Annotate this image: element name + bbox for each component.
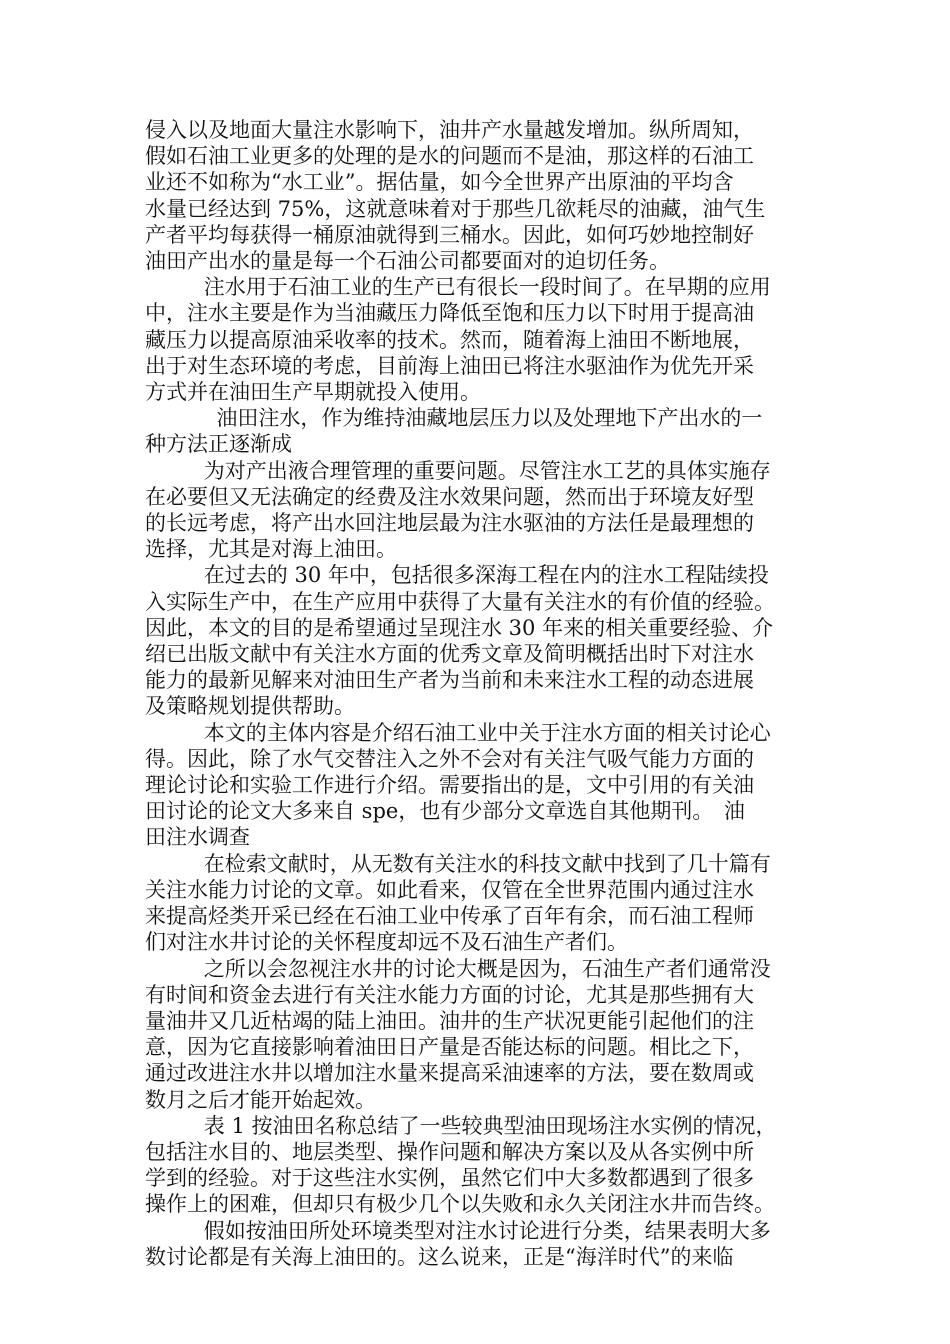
text-line: 注水用于石油工业的生产已有很长一段时间了。在早期的应用	[203, 275, 771, 300]
text-line: 有时间和资金去进行有关注水能力方面的讨论，尤其是那些拥有大	[145, 982, 754, 1007]
text-line: 通过改进注水井以增加注水量来提高采油速率的方法，要在数周或	[145, 1061, 754, 1086]
text-line: 表 1 按油田名称总结了一些较典型油田现场注水实例的情况，	[203, 1113, 777, 1138]
paragraph-6	[145, 720, 815, 851]
text-line: 种方法正逐渐成	[145, 432, 292, 457]
text-line: 在过去的 30 年中，包括很多深海工程在内的注水工程陆续投	[203, 563, 769, 588]
text-line: 为对产出液合理管理的重要问题。尽管注水工艺的具体实施存	[203, 458, 771, 483]
text-line: 意，因为它直接影响着油田日产量是否能达标的问题。相比之下，	[145, 1035, 754, 1060]
text-line: 绍已出版文献中有关注水方面的优秀文章及简明概括出时下对注水	[145, 642, 754, 667]
text-line: 方式并在油田生产早期就投入使用。	[145, 380, 481, 405]
text-line: 本文的主体内容是介绍石油工业中关于注水方面的相关讨论心	[203, 720, 771, 745]
text-line: 包括注水目的、地层类型、操作问题和解决方案以及从各实例中所	[145, 1139, 754, 1164]
document-body	[145, 117, 815, 1270]
text-line: 操作上的困难，但却只有极少几个以失败和永久关闭注水井而告终。	[145, 1192, 775, 1217]
text-line: 及策略规划提供帮助。	[145, 694, 355, 719]
text-line: 因此，本文的目的是希望通过呈现注水 30 年来的相关重要经验、介	[145, 615, 774, 640]
text-line: 理论讨论和实验工作进行介绍。需要指出的是，文中引用的有关油	[145, 773, 754, 798]
paragraph-4	[145, 458, 815, 563]
text-line: 在检索文献时，从无数有关注水的科技文献中找到了几十篇有	[203, 851, 771, 876]
text-line: 油田产出水的量是每一个石油公司都要面对的迫切任务。	[145, 249, 670, 274]
paragraph-3	[145, 405, 815, 457]
text-line: 的长远考虑，将产出水回注地层最为注水驱油的方法任是最理想的	[145, 511, 754, 536]
text-line: 之所以会忽视注水井的讨论大概是因为，石油生产者们通常没	[203, 956, 771, 981]
text-line: 数月之后才能开始起效。	[145, 1087, 376, 1112]
paragraph-7	[145, 851, 815, 956]
text-line: 量油井又几近枯竭的陆上油田。油井的生产状况更能引起他们的注	[145, 1008, 754, 1033]
text-line: 能力的最新见解来对油田生产者为当前和未来注水工程的动态进展	[145, 668, 754, 693]
text-line: 业还不如称为“水工业”。据估量，如今全世界产出原油的平均含	[145, 170, 734, 195]
text-line: 出于对生态环境的考虑，目前海上油田已将注水驱油作为优先开采	[145, 353, 754, 378]
text-line: 选择，尤其是对海上油田。	[145, 537, 397, 562]
paragraph-5	[145, 562, 815, 719]
text-line: 数讨论都是有关海上油田的。这么说来，正是“海洋时代”的来临	[145, 1244, 734, 1269]
paragraph-9	[145, 1113, 815, 1218]
text-line: 藏压力以提高原油采收率的技术。然而，随着海上油田不断地展，	[145, 327, 754, 352]
text-line: 假如按油田所处环境类型对注水讨论进行分类，结果表明大多	[203, 1218, 771, 1243]
text-line: 入实际生产中，在生产应用中获得了大量有关注水的有价值的经验。	[145, 589, 775, 614]
text-line: 学到的经验。对于这些注水实例，虽然它们中大多数都遇到了很多	[145, 1166, 754, 1191]
text-line: 油田注水，作为维持油藏地层压力以及处理地下产出水的一	[216, 406, 763, 431]
text-line: 田注水调查	[145, 825, 250, 850]
text-line: 中，注水主要是作为当油藏压力降低至饱和压力以下时用于提高油	[145, 301, 754, 326]
text-line: 产者平均每获得一桶原油就得到三桶水。因此，如何巧妙地控制好	[145, 222, 754, 247]
text-line: 假如石油工业更多的处理的是水的问题而不是油，那这样的石油工	[145, 144, 754, 169]
paragraph-1	[145, 117, 815, 274]
paragraph-8	[145, 956, 815, 1113]
paragraph-10	[145, 1218, 815, 1270]
text-line: 来提高烃类开采已经在石油工业中传承了百年有余，而石油工程师	[145, 904, 754, 929]
text-line: 关注水能力讨论的文章。如此看来，仅管在全世界范围内通过注水	[145, 877, 754, 902]
text-line: 得。因此，除了水气交替注入之外不会对有关注气吸气能力方面的	[145, 746, 754, 771]
paragraph-2	[145, 274, 815, 405]
text-line: 水量已经达到 75%，这就意味着对于那些几欲耗尽的油藏，油气生	[145, 196, 766, 221]
text-line: 侵入以及地面大量注水影响下，油井产水量越发增加。纵所周知，	[145, 118, 754, 142]
text-line: 们对注水井讨论的关怀程度却远不及石油生产者们。	[145, 930, 628, 955]
text-line: 田讨论的论文大多来自 spe，也有少部分文章选自其他期刊。 油	[145, 799, 745, 824]
text-line: 在必要但又无法确定的经费及注水效果问题，然而出于环境友好型	[145, 484, 754, 509]
